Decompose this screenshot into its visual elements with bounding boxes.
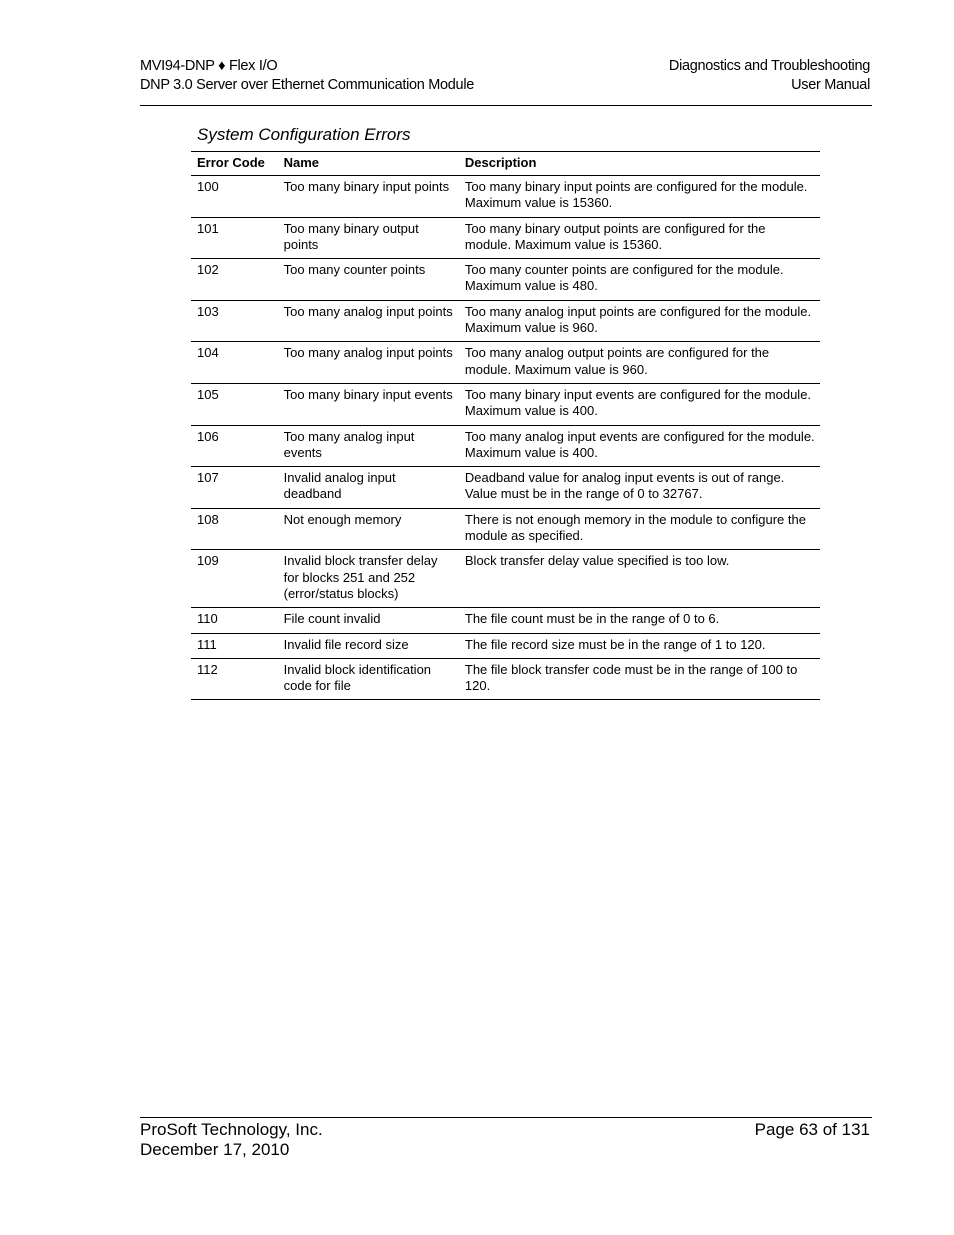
error-code-cell: 108 [191,508,278,550]
error-table [191,151,820,700]
error-code-cell: 106 [191,425,278,467]
footer-left [140,1120,323,1159]
table-row [191,508,820,550]
table-row [191,259,820,301]
page-footer [140,1117,872,1163]
error-description-cell: The file count must be in the range of 0 to 6. [459,608,820,633]
error-name-cell: File count invalid [278,608,459,633]
error-name-cell: Not enough memory [278,508,459,550]
error-description-cell: Deadband value for analog input events is out of range. Value must be in the range of 0 to 32767. [459,467,820,509]
error-code-cell: 100 [191,176,278,218]
column-header-description: Description [459,152,820,176]
table-row [191,608,820,633]
error-description-cell: There is not enough memory in the module to configure the module as specified. [459,508,820,550]
table-row [191,550,820,608]
error-description-cell: Too many analog input events are configured for the module. Maximum value is 400. [459,425,820,467]
table-row [191,300,820,342]
table-row [191,217,820,259]
table-row [191,467,820,509]
header-doc-type: User Manual [791,77,870,93]
error-code-cell: 110 [191,608,278,633]
table-row [191,383,820,425]
error-name-cell: Too many analog input events [278,425,459,467]
error-description-cell: The file record size must be in the range of 1 to 120. [459,633,820,658]
error-description-cell: Too many binary input points are configured for the module. Maximum value is 15360. [459,176,820,218]
error-name-cell: Invalid file record size [278,633,459,658]
column-header-name: Name [278,152,459,176]
table-row [191,633,820,658]
error-code-cell: 105 [191,383,278,425]
error-description-cell: Too many counter points are configured for the module. Maximum value is 480. [459,259,820,301]
error-description-cell: Too many analog input points are configured for the module. Maximum value is 960. [459,300,820,342]
header-left [140,57,474,95]
footer-date: December 17, 2010 [140,1139,290,1159]
error-code-cell: 112 [191,658,278,700]
error-name-cell: Too many binary input points [278,176,459,218]
error-name-cell: Invalid block identification code for file [278,658,459,700]
error-name-cell: Too many counter points [278,259,459,301]
error-description-cell: Too many analog output points are configured for the module. Maximum value is 960. [459,342,820,384]
section-title: System Configuration Errors [197,125,411,144]
table-header-row [191,152,820,176]
error-description-cell: Block transfer delay value specified is too low. [459,550,820,608]
header-module: DNP 3.0 Server over Ethernet Communication Module [140,77,475,93]
error-code-cell: 101 [191,217,278,259]
table-row [191,658,820,700]
error-name-cell: Too many binary input events [278,383,459,425]
error-code-cell: 102 [191,259,278,301]
footer-right [755,1120,870,1140]
error-description-cell: Too many binary input events are configured for the module. Maximum value is 400. [459,383,820,425]
error-code-cell: 104 [191,342,278,384]
error-description-cell: Too many binary output points are configured for the module. Maximum value is 15360. [459,217,820,259]
error-name-cell: Too many analog input points [278,342,459,384]
error-code-cell: 103 [191,300,278,342]
error-name-cell: Invalid block transfer delay for blocks 251 and 252 (error/status blocks) [278,550,459,608]
page-header [140,57,872,106]
error-name-cell: Too many binary output points [278,217,459,259]
header-chapter: Diagnostics and Troubleshooting [668,58,870,74]
error-code-cell: 107 [191,467,278,509]
error-code-cell: 109 [191,550,278,608]
error-description-cell: The file block transfer code must be in the range of 100 to 120. [459,658,820,700]
error-name-cell: Too many analog input points [278,300,459,342]
column-header-error-code: Error Code [191,152,278,176]
error-code-cell: 111 [191,633,278,658]
table-row [191,342,820,384]
page-number: Page 63 of 131 [754,1120,870,1139]
header-product: MVI94-DNP ♦ Flex I/O [140,58,278,74]
table-row [191,425,820,467]
error-name-cell: Invalid analog input deadband [278,467,459,509]
table-row [191,176,820,218]
header-right [669,57,870,95]
footer-company: ProSoft Technology, Inc. [140,1120,323,1139]
